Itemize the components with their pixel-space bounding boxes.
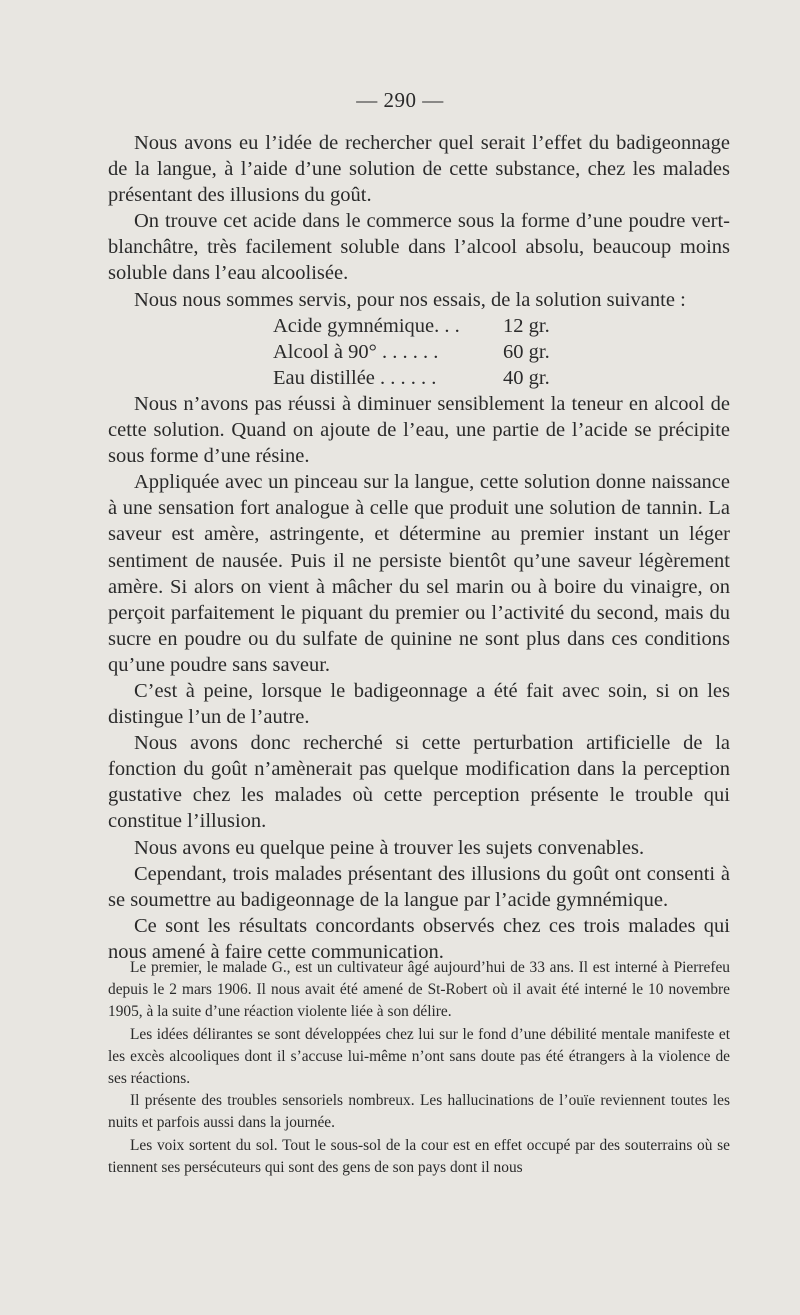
- main-text: [108, 130, 730, 965]
- paragraph: C’est à peine, lorsque le badigeonnage a été fait avec soin, si on les distingue l’un de l’autre.: [108, 679, 730, 729]
- paragraph: Nous n’avons pas réussi à diminuer sensiblement la teneur en alcool de cette solution. Quand on ajoute de l’eau, une partie de l’acide se précipite sous forme d’une résine.: [108, 392, 730, 468]
- recipe-row: [273, 365, 573, 391]
- paragraph: On trouve cet acide dans le commerce sous la forme d’une poudre vert-blanchâtre, très facilement soluble dans l’alcool absolu, beaucoup moins soluble dans l’eau alcoolisée.: [108, 210, 730, 285]
- recipe-ingredient: Alcool à 90° . . . . . .: [273, 340, 439, 363]
- recipe-ingredient: Acide gymnémique. . .: [273, 314, 460, 337]
- paragraph: Ce sont les résultats concordants observés chez ces trois malades qui nous amené à faire cette communication.: [108, 914, 730, 963]
- recipe-amount: 40 gr.: [503, 366, 550, 389]
- recipe-amount: 60 gr.: [503, 340, 550, 363]
- recipe-ingredient: Eau distillée . . . . . .: [273, 366, 437, 389]
- note-paragraph: Il présente des troubles sensoriels nombreux. Les hallucinations de l’ouïe reviennent toutes les nuits et parfois aussi dans la journée.: [108, 1092, 730, 1132]
- paragraph: Nous avons donc recherché si cette perturbation artificielle de la fonction du goût n’amènerait pas quelque modification dans la perception gustative chez les malades où cette perception présente le trouble qui constitue l’illusion.: [108, 732, 730, 833]
- page-number: — 290 —: [356, 88, 444, 112]
- recipe-amount: 12 gr.: [503, 314, 550, 337]
- note-paragraph: Les voix sortent du sol. Tout le sous-sol de la cour est en effet occupé par des souterrains où se tiennent ses persécuteurs qui sont des gens de son pays dont il nous: [108, 1136, 730, 1176]
- paragraph: Nous avons eu quelque peine à trouver les sujets convenables.: [134, 836, 645, 859]
- case-notes: [108, 957, 730, 1179]
- paragraph: Appliquée avec un pinceau sur la langue, cette solution donne naissance à une sensation fort analogue à celle que produit une solution de tannin. La saveur est amère, astringente, et détermine au premier instant un léger sentiment de nausée. Puis il ne persiste bientôt qu’une saveur légèrement amère. Si alors on vient à mâcher du sel marin ou à boire du vinaigre, on perçoit parfaitement le piquant du premier ou l’activité du second, mais du sucre en poudre ou du sulfate de quinine ne sont plus dans ces conditions qu’une poudre sans saveur.: [108, 471, 730, 676]
- paragraph: Cependant, trois malades présentant des illusions du goût ont consenti à se soumettre au badigeonnage de la langue par l’acide gymnémique.: [108, 862, 730, 911]
- paragraph: Nous avons eu l’idée de rechercher quel serait l’effet du badigeonnage de la langue, à l’aide d’une solution de cette substance, chez les malades présentant des illusions du goût.: [108, 132, 730, 207]
- note-paragraph: Les idées délirantes se sont développées chez lui sur le fond d’une débilité mentale manifeste et les excès alcooliques dont il s’accuse lui-même n’ont sans doute pas été étrangers à la violence de ses réactions.: [108, 1025, 730, 1088]
- recipe-list: [273, 313, 573, 391]
- paragraph: Nous nous sommes servis, pour nos essais, de la solution suivante :: [134, 288, 686, 311]
- recipe-row: [273, 313, 573, 339]
- note-paragraph: Le premier, le malade G., est un cultivateur âgé aujourd’hui de 33 ans. Il est interné à Pierrefeu depuis le 2 mars 1906. Il nous avait été amené de St-Robert où il avait été interné le 10 novembre 1905, à la suite d’une réaction violente liée à son délire.: [108, 959, 730, 1021]
- recipe-row: [273, 339, 573, 365]
